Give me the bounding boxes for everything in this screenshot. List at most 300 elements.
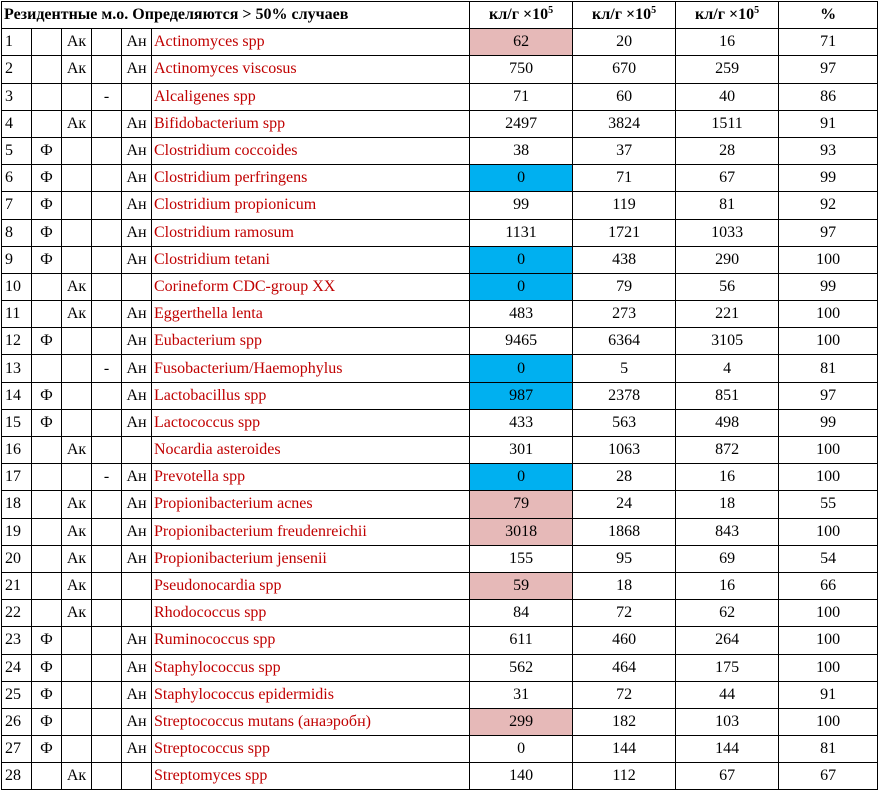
anaerobic-flag-cell: [122, 83, 152, 110]
aerobic-flag-cell: Ак: [62, 518, 92, 545]
table-row: [2, 110, 878, 137]
row-number-cell: 25: [2, 681, 32, 708]
value-2-cell: 71: [573, 165, 676, 192]
anaerobic-flag-cell: Ан: [122, 246, 152, 273]
value-1-cell: 9465: [470, 328, 573, 355]
percent-cell: 71: [779, 29, 878, 56]
table-row: [2, 382, 878, 409]
facultative-flag-cell: Ф: [32, 328, 62, 355]
value-1-cell: 987: [470, 382, 573, 409]
aerobic-flag-cell: Ак: [62, 273, 92, 300]
percent-cell: 100: [779, 708, 878, 735]
value-1-cell: 299: [470, 708, 573, 735]
percent-cell: 81: [779, 736, 878, 763]
value-2-cell: 119: [573, 192, 676, 219]
facultative-flag-cell: Ф: [32, 654, 62, 681]
dash-flag-cell: [92, 382, 122, 409]
anaerobic-flag-cell: Ан: [122, 654, 152, 681]
value-3-cell: 498: [676, 409, 779, 436]
value-1-cell: 84: [470, 600, 573, 627]
value-1-cell: 0: [470, 736, 573, 763]
row-number-cell: 12: [2, 328, 32, 355]
dash-flag-cell: [92, 137, 122, 164]
value-2-cell: 72: [573, 600, 676, 627]
organism-name-cell: Nocardia asteroides: [152, 437, 470, 464]
organism-name-cell: Alcaligenes spp: [152, 83, 470, 110]
value-3-cell: 18: [676, 491, 779, 518]
row-number-cell: 3: [2, 83, 32, 110]
value-1-cell: 0: [470, 165, 573, 192]
dash-flag-cell: [92, 545, 122, 572]
dash-flag-cell: [92, 491, 122, 518]
organism-name-cell: Fusobacterium/Haemophylus: [152, 355, 470, 382]
dash-flag-cell: [92, 600, 122, 627]
aerobic-flag-cell: [62, 736, 92, 763]
facultative-flag-cell: Ф: [32, 681, 62, 708]
table-row: [2, 273, 878, 300]
aerobic-flag-cell: [62, 192, 92, 219]
table-row: [2, 518, 878, 545]
organism-name-cell: Eggerthella lenta: [152, 301, 470, 328]
value-1-cell: 611: [470, 627, 573, 654]
value-2-cell: 144: [573, 736, 676, 763]
anaerobic-flag-cell: Ан: [122, 219, 152, 246]
facultative-flag-cell: [32, 301, 62, 328]
organism-name-cell: Clostridium propionicum: [152, 192, 470, 219]
percent-cell: 91: [779, 681, 878, 708]
table-title: Резидентные м.о. Определяются > 50% случаев: [2, 2, 470, 29]
table-row: [2, 627, 878, 654]
percent-cell: 97: [779, 219, 878, 246]
organism-name-cell: Clostridium tetani: [152, 246, 470, 273]
anaerobic-flag-cell: Ан: [122, 545, 152, 572]
table-row: [2, 681, 878, 708]
dash-flag-cell: [92, 518, 122, 545]
row-number-cell: 15: [2, 409, 32, 436]
anaerobic-flag-cell: [122, 437, 152, 464]
aerobic-flag-cell: [62, 382, 92, 409]
percent-cell: 100: [779, 246, 878, 273]
row-number-cell: 28: [2, 763, 32, 790]
facultative-flag-cell: Ф: [32, 219, 62, 246]
value-3-cell: 28: [676, 137, 779, 164]
table-row: [2, 437, 878, 464]
anaerobic-flag-cell: Ан: [122, 301, 152, 328]
value-2-cell: 60: [573, 83, 676, 110]
facultative-flag-cell: [32, 600, 62, 627]
value-3-cell: 40: [676, 83, 779, 110]
facultative-flag-cell: [32, 110, 62, 137]
table-row: [2, 736, 878, 763]
anaerobic-flag-cell: Ан: [122, 627, 152, 654]
anaerobic-flag-cell: [122, 763, 152, 790]
facultative-flag-cell: Ф: [32, 165, 62, 192]
facultative-flag-cell: Ф: [32, 246, 62, 273]
anaerobic-flag-cell: Ан: [122, 29, 152, 56]
organism-name-cell: Clostridium perfringens: [152, 165, 470, 192]
header-row: [2, 2, 878, 29]
organism-name-cell: Streptomyces spp: [152, 763, 470, 790]
percent-cell: 54: [779, 545, 878, 572]
organism-name-cell: Bifidobacterium spp: [152, 110, 470, 137]
table-row: [2, 29, 878, 56]
percent-cell: 100: [779, 464, 878, 491]
facultative-flag-cell: Ф: [32, 382, 62, 409]
percent-cell: 86: [779, 83, 878, 110]
row-number-cell: 16: [2, 437, 32, 464]
percent-cell: 91: [779, 110, 878, 137]
aerobic-flag-cell: [62, 219, 92, 246]
percent-cell: 100: [779, 600, 878, 627]
organism-name-cell: Rhodococcus spp: [152, 600, 470, 627]
value-3-cell: 264: [676, 627, 779, 654]
anaerobic-flag-cell: Ан: [122, 409, 152, 436]
value-3-cell: 69: [676, 545, 779, 572]
value-3-cell: 56: [676, 273, 779, 300]
header-col-1: $кл/г \times 10^5$: [470, 2, 573, 29]
value-3-cell: 290: [676, 246, 779, 273]
row-number-cell: 18: [2, 491, 32, 518]
row-number-cell: 11: [2, 301, 32, 328]
value-2-cell: 20: [573, 29, 676, 56]
value-3-cell: 1033: [676, 219, 779, 246]
percent-cell: 99: [779, 273, 878, 300]
table-row: [2, 328, 878, 355]
organism-name-cell: Lactococcus spp: [152, 409, 470, 436]
dash-flag-cell: [92, 110, 122, 137]
table-row: [2, 137, 878, 164]
percent-cell: 97: [779, 56, 878, 83]
dash-flag-cell: [92, 273, 122, 300]
table-row: [2, 572, 878, 599]
value-1-cell: 155: [470, 545, 573, 572]
organism-name-cell: Propionibacterium freudenreichii: [152, 518, 470, 545]
value-2-cell: 5: [573, 355, 676, 382]
table-row: [2, 83, 878, 110]
row-number-cell: 8: [2, 219, 32, 246]
organism-name-cell: Ruminococcus spp: [152, 627, 470, 654]
dash-flag-cell: [92, 572, 122, 599]
dash-flag-cell: -: [92, 355, 122, 382]
organism-name-cell: Staphylococcus spp: [152, 654, 470, 681]
aerobic-flag-cell: [62, 355, 92, 382]
value-3-cell: 3105: [676, 328, 779, 355]
anaerobic-flag-cell: Ан: [122, 708, 152, 735]
organism-name-cell: Prevotella spp: [152, 464, 470, 491]
table-row: [2, 219, 878, 246]
facultative-flag-cell: [32, 56, 62, 83]
dash-flag-cell: -: [92, 464, 122, 491]
dash-flag-cell: [92, 301, 122, 328]
organism-name-cell: Propionibacterium acnes: [152, 491, 470, 518]
row-number-cell: 24: [2, 654, 32, 681]
anaerobic-flag-cell: Ан: [122, 165, 152, 192]
aerobic-flag-cell: [62, 165, 92, 192]
aerobic-flag-cell: Ак: [62, 29, 92, 56]
value-3-cell: 62: [676, 600, 779, 627]
value-2-cell: 24: [573, 491, 676, 518]
aerobic-flag-cell: Ак: [62, 600, 92, 627]
dash-flag-cell: -: [92, 83, 122, 110]
value-3-cell: 103: [676, 708, 779, 735]
organism-name-cell: Propionibacterium jensenii: [152, 545, 470, 572]
percent-cell: 99: [779, 409, 878, 436]
percent-cell: 100: [779, 437, 878, 464]
anaerobic-flag-cell: Ан: [122, 491, 152, 518]
aerobic-flag-cell: [62, 328, 92, 355]
table-row: [2, 654, 878, 681]
dash-flag-cell: [92, 708, 122, 735]
value-2-cell: 670: [573, 56, 676, 83]
aerobic-flag-cell: [62, 464, 92, 491]
facultative-flag-cell: [32, 29, 62, 56]
aerobic-flag-cell: Ак: [62, 110, 92, 137]
dash-flag-cell: [92, 736, 122, 763]
aerobic-flag-cell: Ак: [62, 56, 92, 83]
anaerobic-flag-cell: Ан: [122, 518, 152, 545]
percent-cell: 93: [779, 137, 878, 164]
value-3-cell: 144: [676, 736, 779, 763]
dash-flag-cell: [92, 409, 122, 436]
row-number-cell: 9: [2, 246, 32, 273]
value-2-cell: 273: [573, 301, 676, 328]
aerobic-flag-cell: Ак: [62, 437, 92, 464]
dash-flag-cell: [92, 654, 122, 681]
percent-cell: 100: [779, 654, 878, 681]
organism-name-cell: Actinomyces spp: [152, 29, 470, 56]
aerobic-flag-cell: [62, 409, 92, 436]
facultative-flag-cell: Ф: [32, 736, 62, 763]
table-row: [2, 56, 878, 83]
value-1-cell: 0: [470, 246, 573, 273]
value-1-cell: 0: [470, 464, 573, 491]
dash-flag-cell: [92, 437, 122, 464]
value-2-cell: 460: [573, 627, 676, 654]
dash-flag-cell: [92, 681, 122, 708]
aerobic-flag-cell: [62, 681, 92, 708]
table-row: [2, 464, 878, 491]
anaerobic-flag-cell: Ан: [122, 192, 152, 219]
facultative-flag-cell: [32, 437, 62, 464]
value-3-cell: 16: [676, 29, 779, 56]
organism-name-cell: Streptococcus mutans (анаэробн): [152, 708, 470, 735]
dash-flag-cell: [92, 763, 122, 790]
header-col-2: $кл/г \times 10^5$: [573, 2, 676, 29]
header-col-percent: %: [779, 2, 878, 29]
value-2-cell: 464: [573, 654, 676, 681]
value-2-cell: 182: [573, 708, 676, 735]
facultative-flag-cell: [32, 572, 62, 599]
value-3-cell: 16: [676, 572, 779, 599]
percent-cell: 92: [779, 192, 878, 219]
value-1-cell: 59: [470, 572, 573, 599]
aerobic-flag-cell: [62, 137, 92, 164]
aerobic-flag-cell: Ак: [62, 301, 92, 328]
facultative-flag-cell: Ф: [32, 137, 62, 164]
percent-cell: 66: [779, 572, 878, 599]
table-row: [2, 165, 878, 192]
organism-name-cell: Eubacterium spp: [152, 328, 470, 355]
percent-cell: 100: [779, 328, 878, 355]
table-row: [2, 192, 878, 219]
value-1-cell: 0: [470, 273, 573, 300]
aerobic-flag-cell: [62, 708, 92, 735]
value-1-cell: 301: [470, 437, 573, 464]
dash-flag-cell: [92, 219, 122, 246]
organism-name-cell: Corineform CDC-group XX: [152, 273, 470, 300]
facultative-flag-cell: [32, 763, 62, 790]
facultative-flag-cell: Ф: [32, 409, 62, 436]
anaerobic-flag-cell: Ан: [122, 56, 152, 83]
value-1-cell: 750: [470, 56, 573, 83]
aerobic-flag-cell: [62, 246, 92, 273]
value-3-cell: 851: [676, 382, 779, 409]
organism-name-cell: Lactobacillus spp: [152, 382, 470, 409]
facultative-flag-cell: [32, 464, 62, 491]
value-3-cell: 16: [676, 464, 779, 491]
percent-cell: 97: [779, 382, 878, 409]
value-2-cell: 563: [573, 409, 676, 436]
organism-name-cell: Streptococcus spp: [152, 736, 470, 763]
value-2-cell: 6364: [573, 328, 676, 355]
organism-name-cell: Actinomyces viscosus: [152, 56, 470, 83]
value-1-cell: 0: [470, 355, 573, 382]
value-2-cell: 37: [573, 137, 676, 164]
value-3-cell: 843: [676, 518, 779, 545]
row-number-cell: 23: [2, 627, 32, 654]
aerobic-flag-cell: [62, 83, 92, 110]
value-1-cell: 433: [470, 409, 573, 436]
percent-cell: 100: [779, 518, 878, 545]
facultative-flag-cell: Ф: [32, 708, 62, 735]
table-row: [2, 708, 878, 735]
anaerobic-flag-cell: Ан: [122, 464, 152, 491]
value-2-cell: 79: [573, 273, 676, 300]
percent-cell: 100: [779, 301, 878, 328]
value-2-cell: 2378: [573, 382, 676, 409]
value-3-cell: 4: [676, 355, 779, 382]
row-number-cell: 10: [2, 273, 32, 300]
aerobic-flag-cell: Ак: [62, 763, 92, 790]
value-3-cell: 67: [676, 165, 779, 192]
anaerobic-flag-cell: Ан: [122, 355, 152, 382]
value-1-cell: 31: [470, 681, 573, 708]
percent-cell: 81: [779, 355, 878, 382]
aerobic-flag-cell: [62, 654, 92, 681]
dash-flag-cell: [92, 246, 122, 273]
value-2-cell: 72: [573, 681, 676, 708]
value-2-cell: 95: [573, 545, 676, 572]
row-number-cell: 26: [2, 708, 32, 735]
value-2-cell: 18: [573, 572, 676, 599]
table-row: [2, 355, 878, 382]
facultative-flag-cell: [32, 518, 62, 545]
value-3-cell: 67: [676, 763, 779, 790]
value-1-cell: 62: [470, 29, 573, 56]
value-2-cell: 1721: [573, 219, 676, 246]
value-3-cell: 175: [676, 654, 779, 681]
anaerobic-flag-cell: [122, 600, 152, 627]
row-number-cell: 19: [2, 518, 32, 545]
table-row: [2, 491, 878, 518]
value-1-cell: 562: [470, 654, 573, 681]
facultative-flag-cell: [32, 545, 62, 572]
table-row: [2, 246, 878, 273]
value-3-cell: 221: [676, 301, 779, 328]
organism-name-cell: Clostridium ramosum: [152, 219, 470, 246]
value-3-cell: 259: [676, 56, 779, 83]
dash-flag-cell: [92, 627, 122, 654]
value-1-cell: 483: [470, 301, 573, 328]
row-number-cell: 21: [2, 572, 32, 599]
aerobic-flag-cell: Ак: [62, 545, 92, 572]
table-row: [2, 409, 878, 436]
value-3-cell: 81: [676, 192, 779, 219]
value-1-cell: 3018: [470, 518, 573, 545]
percent-cell: 99: [779, 165, 878, 192]
header-col-3: $кл/г \times 10^5$: [676, 2, 779, 29]
row-number-cell: 20: [2, 545, 32, 572]
value-2-cell: 1868: [573, 518, 676, 545]
anaerobic-flag-cell: Ан: [122, 110, 152, 137]
aerobic-flag-cell: Ак: [62, 491, 92, 518]
value-1-cell: 38: [470, 137, 573, 164]
table-row: [2, 301, 878, 328]
facultative-flag-cell: Ф: [32, 627, 62, 654]
facultative-flag-cell: [32, 355, 62, 382]
table-row: [2, 600, 878, 627]
microorganisms-table: [1, 1, 878, 790]
row-number-cell: 1: [2, 29, 32, 56]
percent-cell: 100: [779, 627, 878, 654]
row-number-cell: 5: [2, 137, 32, 164]
anaerobic-flag-cell: Ан: [122, 328, 152, 355]
organism-name-cell: Clostridium coccoides: [152, 137, 470, 164]
anaerobic-flag-cell: [122, 572, 152, 599]
anaerobic-flag-cell: Ан: [122, 382, 152, 409]
row-number-cell: 4: [2, 110, 32, 137]
anaerobic-flag-cell: Ан: [122, 681, 152, 708]
row-number-cell: 6: [2, 165, 32, 192]
value-2-cell: 1063: [573, 437, 676, 464]
percent-cell: 55: [779, 491, 878, 518]
value-1-cell: 1131: [470, 219, 573, 246]
dash-flag-cell: [92, 192, 122, 219]
value-3-cell: 44: [676, 681, 779, 708]
facultative-flag-cell: Ф: [32, 192, 62, 219]
dash-flag-cell: [92, 328, 122, 355]
percent-cell: 67: [779, 763, 878, 790]
value-3-cell: 872: [676, 437, 779, 464]
row-number-cell: 17: [2, 464, 32, 491]
value-2-cell: 112: [573, 763, 676, 790]
facultative-flag-cell: [32, 491, 62, 518]
row-number-cell: 14: [2, 382, 32, 409]
value-2-cell: 3824: [573, 110, 676, 137]
value-1-cell: 71: [470, 83, 573, 110]
row-number-cell: 27: [2, 736, 32, 763]
row-number-cell: 13: [2, 355, 32, 382]
value-2-cell: 438: [573, 246, 676, 273]
table-row: [2, 545, 878, 572]
value-1-cell: 79: [470, 491, 573, 518]
value-1-cell: 140: [470, 763, 573, 790]
row-number-cell: 2: [2, 56, 32, 83]
anaerobic-flag-cell: Ан: [122, 137, 152, 164]
organism-name-cell: Staphylococcus epidermidis: [152, 681, 470, 708]
dash-flag-cell: [92, 56, 122, 83]
value-1-cell: 2497: [470, 110, 573, 137]
